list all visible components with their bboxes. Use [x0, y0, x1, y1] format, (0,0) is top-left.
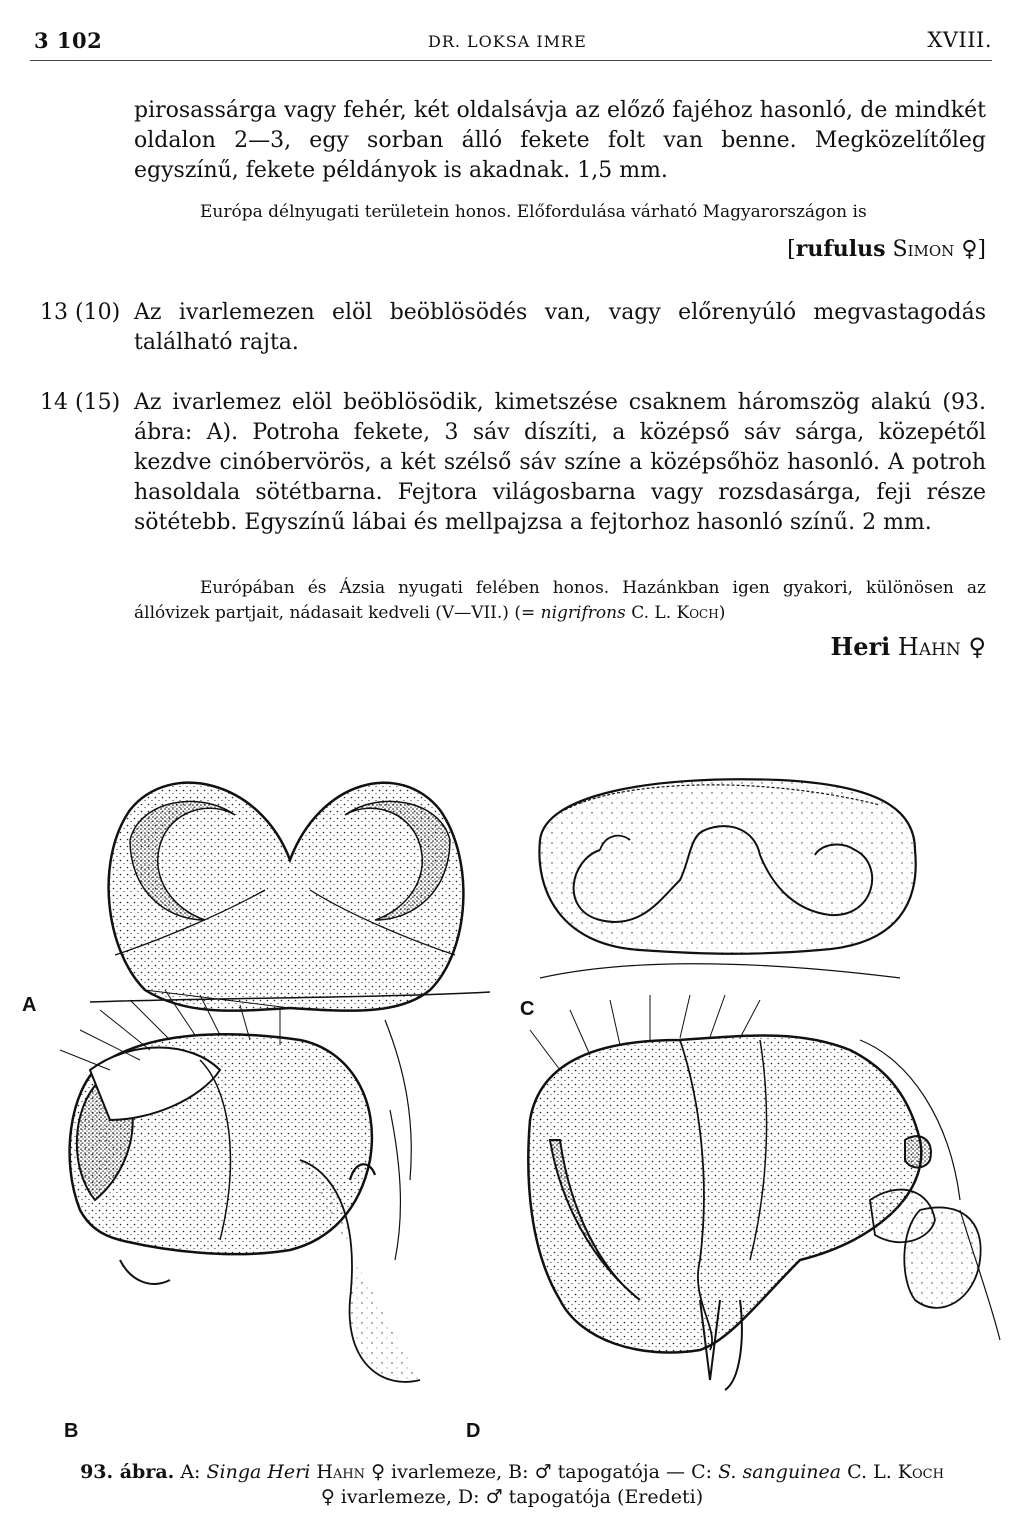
distribution-text: Európában és Ázsia nyugati felében honos. Hazánkban igen gyakori, különösen az állóvizek partjait, nádasait kedveli (V—VII.) (= [134, 578, 986, 623]
bracket-open: [ [787, 237, 796, 262]
figure-label-d: D [466, 1420, 481, 1442]
caption-line-2: ♀ ivarlemeze, D: ♂ tapogatója (Eredeti) [320, 1486, 704, 1508]
page-number: 3 102 [34, 28, 103, 53]
caption-figure-number: 93. ábra. [80, 1461, 175, 1483]
drawing-a-epigyne [90, 783, 490, 1011]
distribution-note-2 [134, 576, 986, 626]
caption-a-author: Hahn [316, 1461, 366, 1483]
drawing-d-palp [528, 995, 1000, 1390]
bracket-close: ] [977, 237, 986, 262]
caption-c-species: S. sanguinea [718, 1461, 842, 1483]
figure-label-a: A [22, 994, 37, 1016]
figure-93 [0, 740, 1024, 1460]
running-header [30, 28, 992, 64]
synonym-author: C. L. Koch [631, 603, 719, 623]
female-symbol: ♀ [961, 237, 978, 262]
couplet-text-14: Az ivarlemez elöl beöblösödik, kimetszése csaknem háromszög alakú (93. ábra: A). Potroha fekete, 3 sáv díszíti, a középső sáv sárga, közepétől kezdve cinóbervörös, a két szélső sáv színe a középsőhöz hasonló. A potroh hasoldala sötétbarna. Fejtora világosbarna vagy rozsdasárga, feji része sötétebb. Egyszínű lábai és mellpajzsa a fejtorhoz hasonló színű. 2 mm. [134, 390, 986, 535]
caption-a-species: Singa Heri [206, 1461, 311, 1483]
synonym-name: nigrifrons [540, 603, 626, 623]
drawing-c-epigyne [539, 779, 915, 978]
couplet-text-13: Az ivarlemezen elöl beöblösödés van, vagy előrenyúló megvastagodás található rajta. [134, 300, 986, 355]
species-epithet: Heri [830, 632, 891, 661]
couplet-number-13: 13 (10) [40, 300, 121, 325]
species-name-2 [831, 632, 986, 661]
drawing-b-palp [60, 990, 420, 1382]
figure-caption [30, 1460, 994, 1510]
female-symbol: ♀ [968, 633, 986, 661]
species-author: Hahn [897, 633, 961, 661]
caption-a-rest: ♀ ivarlemeze, B: ♂ tapogatója — C: [371, 1461, 713, 1483]
species-name-1 [787, 236, 986, 262]
figure-label-c: C [520, 998, 535, 1020]
running-author: DR. LOKSA IMRE [428, 32, 587, 51]
caption-c-author: C. L. Koch [847, 1461, 944, 1483]
figure-label-b: B [64, 1420, 79, 1442]
species-author: Simon [892, 237, 955, 262]
caption-a-label: A: [180, 1461, 201, 1483]
couplet-number-14: 14 (15) [40, 390, 121, 415]
section-number: XVIII. [927, 28, 992, 52]
distribution-close: ) [718, 603, 726, 623]
species-epithet: rufulus [795, 236, 886, 262]
distribution-note-1: Európa délnyugati területein honos. Előfordulása várható Magyarországon is [200, 202, 867, 222]
paragraph-description: pirosassárga vagy fehér, két oldalsávja az előző fajéhoz hasonló, de mindkét oldalon 2—3, egy sorban álló fekete folt van benne. Megközelítőleg egyszínű, fekete példányok is akadnak. 1,5 mm. [134, 98, 986, 183]
header-rule [30, 60, 992, 61]
